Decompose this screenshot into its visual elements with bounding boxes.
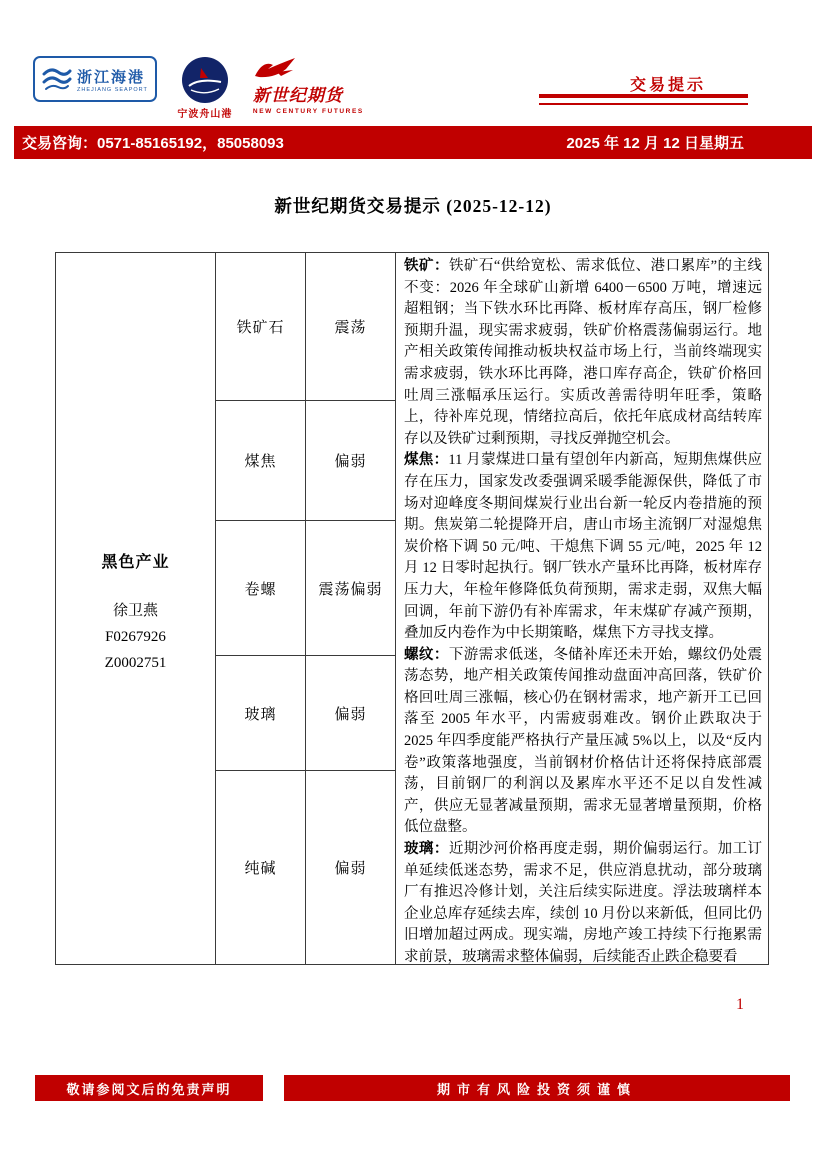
- paragraph-text: 近期沙河价格再度走弱，期价偏弱运行。加工订单延续低迷态势，需求不足，供应消息扰动，部分玻璃厂有推迟冷修计划，关注后续实际进度。浮法玻璃样本企业总库存延续去库，续创 10 月份以来新低，但同比仍旧增加超过两成。现实端，房地产竣工持续下行拖累需求前景，玻璃需求整体偏弱，后续能否止跌企稳要看: [404, 841, 763, 964]
- header-rule-thin: [539, 103, 748, 105]
- table-row: [216, 521, 395, 656]
- paragraph-lead: 铁矿：: [404, 258, 449, 274]
- analysis-paragraph: [404, 645, 762, 839]
- header-logos: [33, 56, 364, 120]
- table-row: [216, 656, 395, 771]
- analyst-name: 徐卫燕: [112, 603, 158, 619]
- commodity-column: [216, 253, 396, 964]
- analysis-table: [55, 252, 769, 965]
- wave-icon: [42, 66, 72, 92]
- table-row: [216, 253, 395, 401]
- commodity-name: 铁矿石: [216, 253, 306, 400]
- commodity-trend: 震荡偏弱: [318, 581, 383, 598]
- sector-name: 黑色产业: [101, 554, 170, 571]
- paragraph-lead: 螺纹：: [404, 646, 449, 663]
- new-century-futures-name: 新世纪期货: [252, 86, 343, 105]
- page-number: 1: [736, 996, 744, 1013]
- table-row: [216, 401, 395, 521]
- new-century-futures-logo: [253, 56, 364, 115]
- commodity-name: 卷螺: [216, 521, 306, 655]
- header-rule-thick: [539, 94, 748, 98]
- new-century-futures-name-en: NEW CENTURY FUTURES: [252, 108, 364, 115]
- banner-date: 2025 年 12 月 12 日星期五: [566, 135, 744, 152]
- document-title: 新世纪期货交易提示 (2025-12-12): [274, 196, 552, 216]
- analysis-paragraph: [404, 450, 762, 644]
- banner-phone: 交易咨询：0571-85165192，85058093: [22, 135, 284, 152]
- analysis-paragraph: [404, 839, 762, 964]
- port-seal-icon: [181, 56, 229, 104]
- commodity-name: 纯碱: [216, 771, 306, 964]
- analyst-cert-1: F0267926: [105, 629, 166, 645]
- sector-cell: [56, 253, 216, 964]
- commodity-name: 玻璃: [216, 656, 306, 770]
- table-row: [216, 771, 395, 964]
- analyst-cert-2: Z0002751: [104, 655, 167, 671]
- paragraph-lead: 煤焦：: [404, 452, 449, 469]
- commodity-trend: 偏弱: [334, 454, 367, 470]
- commodity-name: 煤焦: [216, 401, 306, 520]
- zhejiang-seaport-text: [77, 66, 148, 93]
- footer-disclaimer: 敬请参阅文后的免责声明: [35, 1075, 263, 1101]
- bird-mark-icon: [253, 56, 297, 80]
- analysis-paragraph: [404, 256, 762, 450]
- paragraph-lead: 玻璃：: [404, 841, 449, 858]
- contact-banner: [14, 126, 812, 159]
- commodity-trend: 偏弱: [334, 706, 367, 723]
- zhejiang-seaport-logo: [33, 56, 157, 102]
- commodity-trend: 震荡: [334, 320, 367, 336]
- zhejiang-seaport-name-en: ZHEJIANG SEAPORT: [77, 86, 148, 93]
- sector-info: [56, 549, 215, 676]
- footer-risk-warning: 期市有风险投资须谨慎: [284, 1075, 790, 1101]
- zhejiang-seaport-name: 浙江海港: [77, 68, 146, 86]
- analysis-text-cell: [396, 253, 768, 964]
- ningbo-zhoushan-port-logo: [173, 56, 237, 120]
- paragraph-text: 铁矿石“供给宽松、需求低位、港口累库”的主线不变：2026 年全球矿山新增 6400－6500 万吨，增速远超粗钢；当下铁水环比再降、板材库存高压，钢厂检修预期升温，现实需求疲弱，铁矿价格震荡偏弱运行。地产相关政策传闻推动板块权益市场上行，当前终端现实需求疲弱，铁水环比再降，港口库存高企，铁矿价格回吐周三涨幅承压运行。实质改善需待明年旺季，策略上，待补库兑现，情绪拉高后，依托年底成材高结转库存以及铁矿过剩预期，寻找反弹抛空机会。: [404, 258, 762, 447]
- header-tag-label: 交易提示: [630, 77, 707, 94]
- commodity-trend: 偏弱: [334, 861, 367, 877]
- paragraph-text: 下游需求低迷，冬储补库还未开始，螺纹仍处震荡态势，地产相关政策传闻推动盘面冲高回落，铁矿价格回吐周三涨幅，核心仍在钢材需求，地产新开工已回落至 2005 年水平，内需疲弱难改。钢价止跌取决于 2025 年四季度能严格执行产量压减 5%以上，以及“反内卷”政策落地强度，当前钢材价格估计还将保持底部震荡，目前钢厂的利润以及累库水平还不足以自发性减产，供应无显著减量预期，需求无显著增量预期，价格低位盘整。: [404, 646, 763, 836]
- ningbo-zhoushan-port-name: 宁波舟山港: [177, 109, 233, 120]
- paragraph-text: 11 月蒙煤进口量有望创年内新高，短期焦煤供应存在压力，国家发改委强调采暖季能源保供，降低了市场对迎峰度冬期间煤炭行业出台新一轮反内卷措施的预期。焦炭第二轮提降开启，唐山市场主流钢厂对湿熄焦炭价格下调 50 元/吨、干熄焦下调 55 元/吨，2025 年 12 月 12 日零时起执行。钢厂铁水产量环比再降，板材库存压力大，年检年修降低负荷预期，需求走弱，双焦大幅回调，年前下游仍有补库需求，年末煤矿存减产预期，叠加反内卷作为中长期策略，煤焦下方寻找支撑。: [404, 452, 762, 642]
